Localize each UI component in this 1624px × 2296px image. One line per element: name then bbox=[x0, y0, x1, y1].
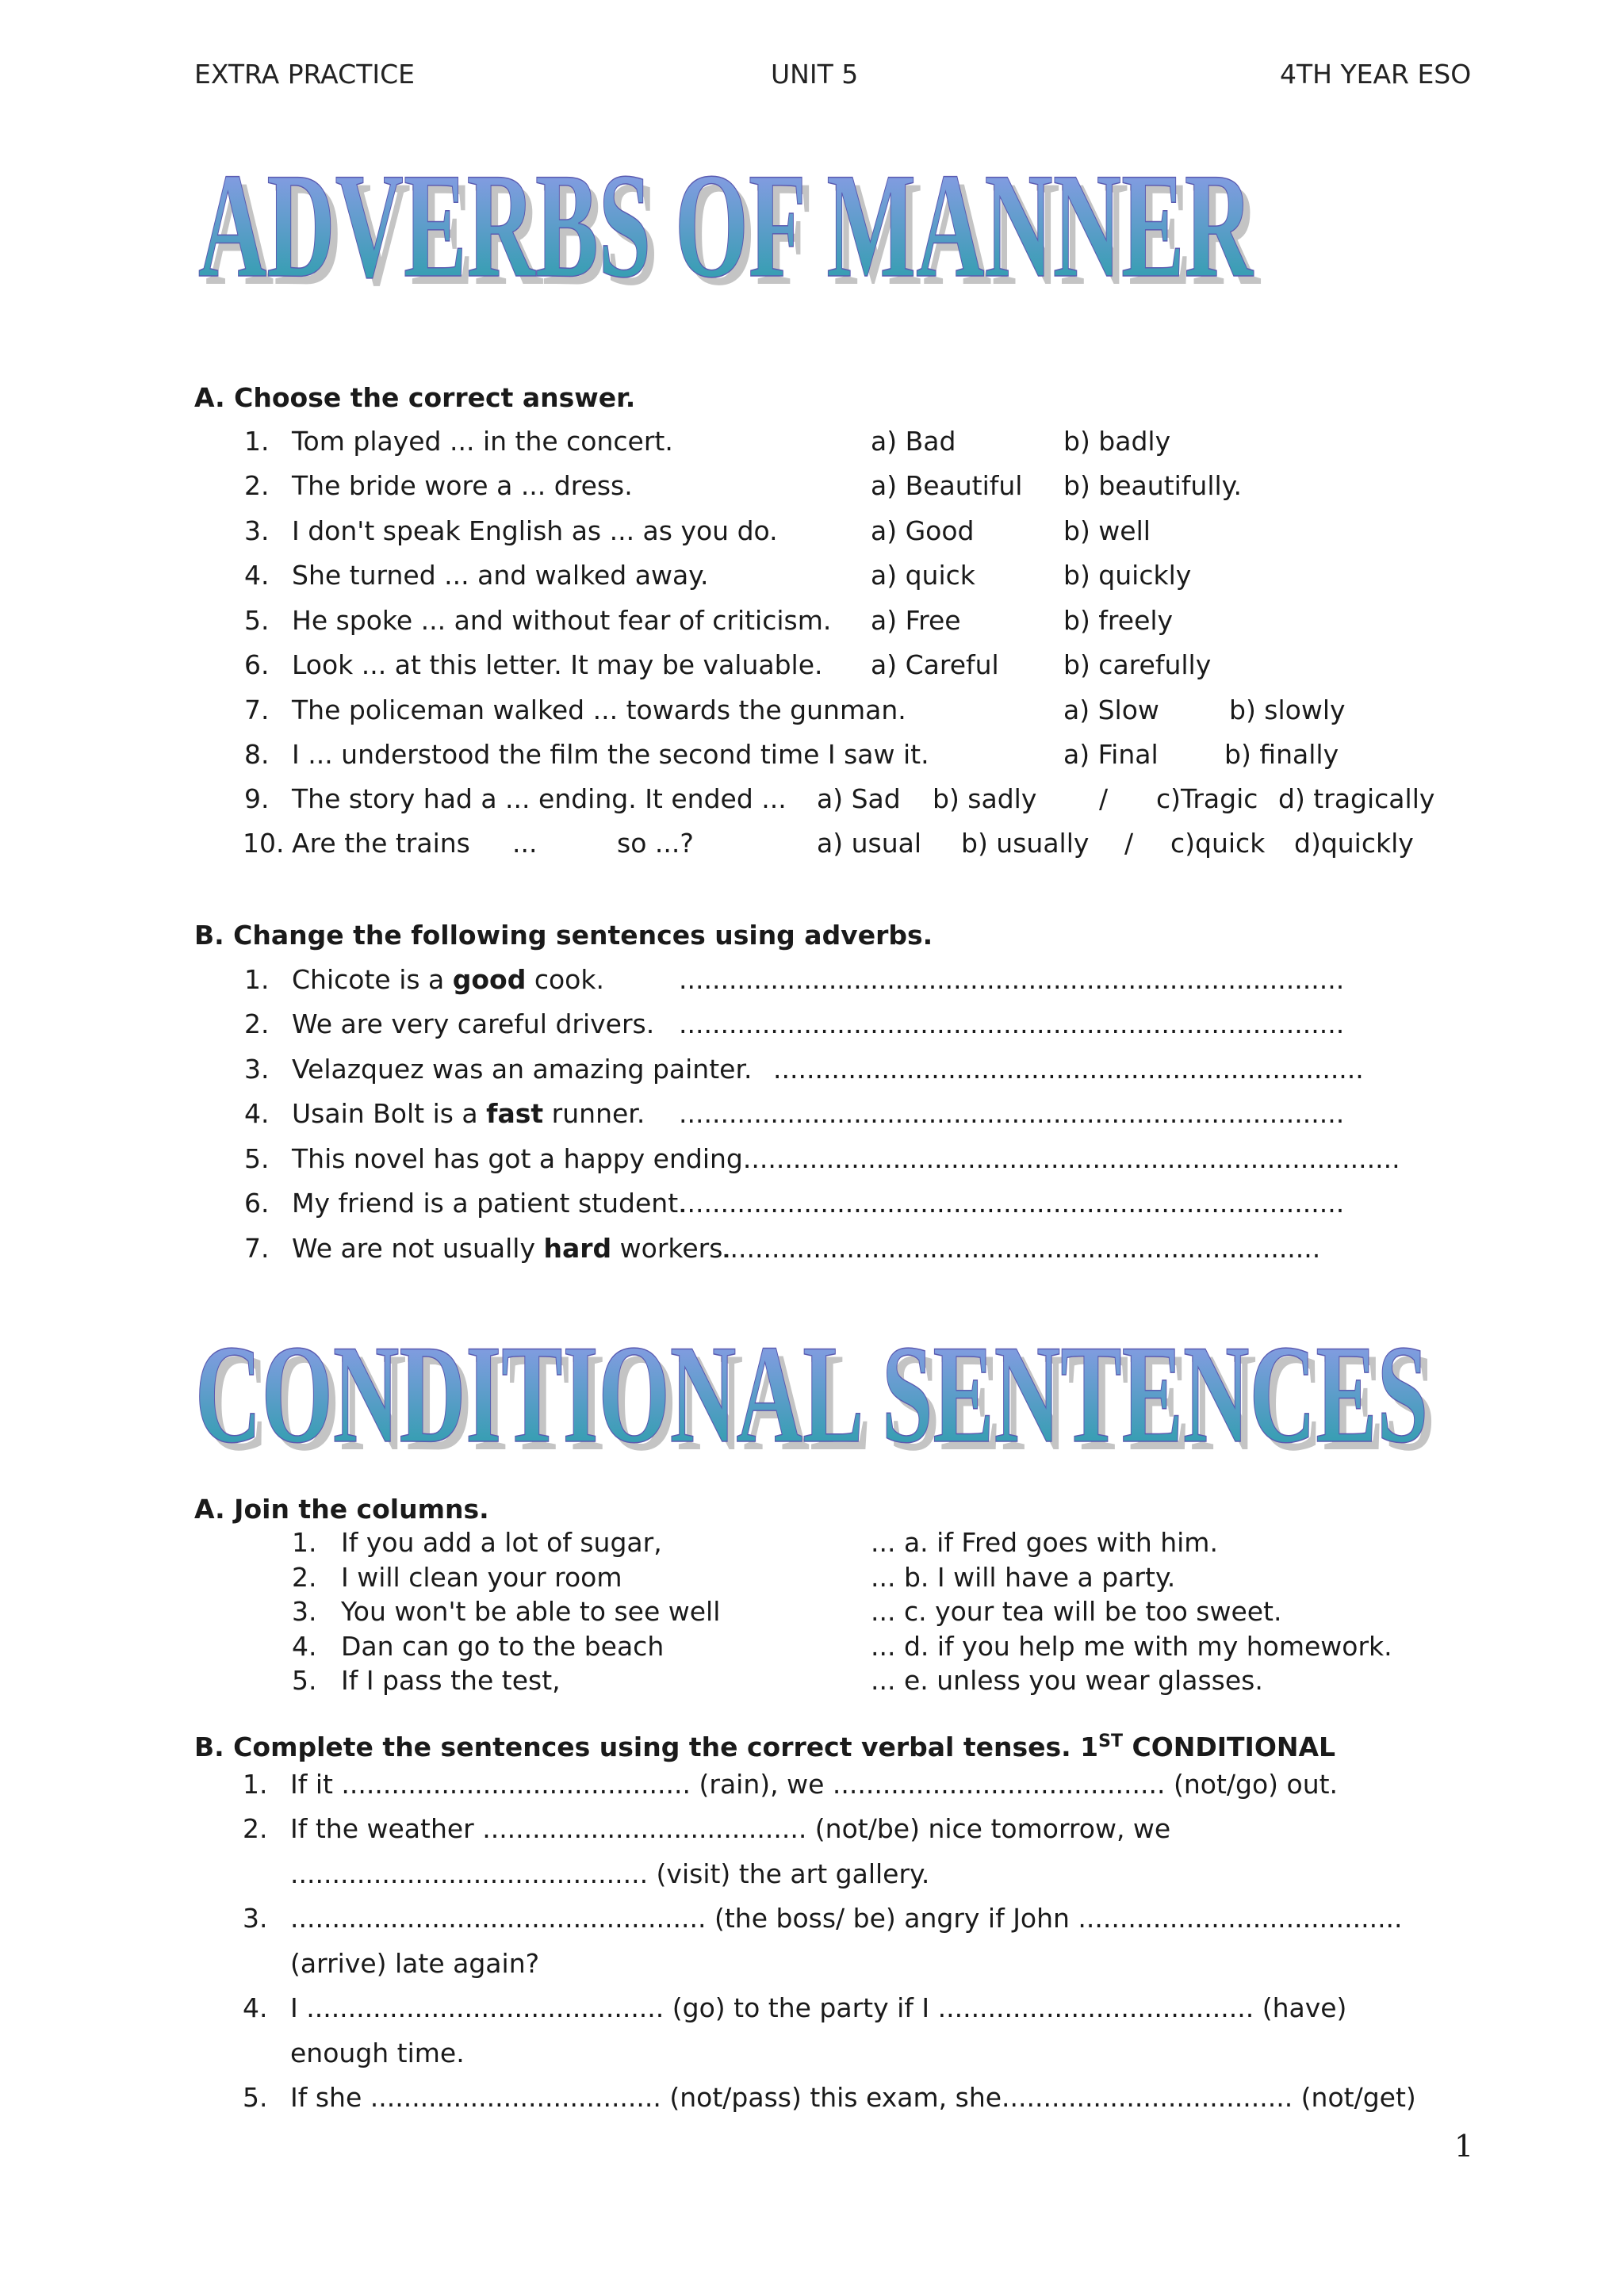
item-number: 1. bbox=[244, 426, 270, 457]
conditional-a-item bbox=[0, 1596, 1624, 1628]
adverbs-b-item bbox=[0, 1233, 1624, 1265]
item-question: The bride wore a ... dress. bbox=[292, 470, 633, 501]
sentence-text: Velazquez was an amazing painter. bbox=[292, 1054, 753, 1085]
conditional-section-a-heading: A. Join the columns. bbox=[194, 1494, 489, 1525]
sentence-text: ........................................... (visit) the art gallery. bbox=[290, 1858, 930, 1889]
sentence-text: I ........................................... (go) to the party if I ...................................... (have) bbox=[290, 1992, 1347, 2023]
conditional-b-line bbox=[0, 2038, 1624, 2069]
conditional-b-line bbox=[0, 1813, 1624, 1845]
option-a: a) usual bbox=[817, 828, 921, 859]
item-sentence bbox=[292, 1098, 645, 1130]
sentence-text: .................................................. (the boss/ be) angry if John ....................................... bbox=[290, 1903, 1403, 1934]
item-question: The story had a ... ending. It ended ... bbox=[292, 783, 787, 814]
item-number: 9. bbox=[244, 783, 270, 814]
title2-text: CONDITIONAL SENTENCES bbox=[195, 1315, 1428, 1472]
item-number: 2. bbox=[244, 470, 270, 501]
item-number: 1. bbox=[243, 1769, 268, 1800]
sentence-text: We are not usually bbox=[292, 1233, 544, 1264]
sentence-text-end: workers. bbox=[611, 1233, 731, 1264]
answer-blank: ................................................................................ bbox=[679, 1098, 1345, 1129]
answer-blank: ........................................................................ bbox=[722, 1233, 1321, 1264]
sentence-text: If the weather ....................................... (not/be) nice tomorrow, we bbox=[290, 1813, 1171, 1844]
answer-blank: ................................................................................ bbox=[679, 1008, 1345, 1039]
item-number: 3. bbox=[244, 515, 270, 546]
adverbs-b-item bbox=[0, 964, 1624, 996]
item-question: He spoke ... and without fear of criticism. bbox=[292, 605, 832, 636]
header-center: UNIT 5 bbox=[771, 59, 859, 90]
item-number: 10. bbox=[243, 828, 285, 859]
sentence-text: My friend is a patient student. bbox=[292, 1188, 687, 1219]
sentence-text: (arrive) late again? bbox=[290, 1948, 540, 1979]
conditional-b-line bbox=[0, 1948, 1624, 1980]
option-separator: / bbox=[1099, 783, 1109, 814]
item-number: 1. bbox=[292, 1527, 317, 1558]
adverbs-a-item-7 bbox=[0, 695, 1624, 726]
adverbs-a-item-8 bbox=[0, 739, 1624, 771]
item-number: 8. bbox=[244, 739, 270, 770]
option-a: a) Free bbox=[871, 605, 961, 636]
item-number: 1. bbox=[244, 964, 270, 995]
item-number: 2. bbox=[243, 1813, 268, 1844]
heading-text-end: CONDITIONAL bbox=[1123, 1732, 1336, 1762]
left-column-clause: I will clean your room bbox=[341, 1562, 622, 1593]
item-number: 7. bbox=[244, 695, 270, 725]
item-number: 3. bbox=[292, 1596, 317, 1627]
item-number: 4. bbox=[292, 1631, 317, 1662]
item-question: She turned ... and walked away. bbox=[292, 560, 709, 591]
item-number: 6. bbox=[244, 649, 270, 680]
item-number: 4. bbox=[244, 560, 270, 591]
sentence-text: This novel has got a happy ending bbox=[292, 1143, 743, 1174]
right-column-clause: ... b. I will have a party. bbox=[871, 1562, 1176, 1593]
item-sentence bbox=[292, 1008, 654, 1040]
sentence-text: enough time. bbox=[290, 2038, 465, 2068]
option-a: a) Beautiful bbox=[871, 470, 1023, 501]
option-a: a) Bad bbox=[871, 426, 956, 457]
option-b: b) carefully bbox=[1063, 649, 1212, 680]
option-a: a) Good bbox=[871, 515, 975, 546]
option-c: c)Tragic bbox=[1156, 783, 1258, 814]
item-question: Look ... at this letter. It may be valuable. bbox=[292, 649, 823, 680]
conditional-a-item bbox=[0, 1527, 1624, 1559]
conditional-a-item bbox=[0, 1665, 1624, 1697]
adverbs-b-item bbox=[0, 1008, 1624, 1040]
option-b: b) quickly bbox=[1063, 560, 1192, 591]
adverbs-a-item bbox=[0, 426, 1624, 457]
adverbs-b-item bbox=[0, 1098, 1624, 1130]
conditional-section-b-heading bbox=[194, 1732, 1335, 1762]
adverbs-a-item bbox=[0, 605, 1624, 637]
item-question: Tom played ... in the concert. bbox=[292, 426, 673, 457]
item-question-part1: Are the trains bbox=[292, 828, 470, 859]
conditional-a-item bbox=[0, 1631, 1624, 1663]
right-column-clause: ... c. your tea will be too sweet. bbox=[871, 1596, 1282, 1627]
header-left: EXTRA PRACTICE bbox=[194, 59, 416, 90]
answer-blank: ................................................................................ bbox=[679, 1188, 1345, 1219]
item-number: 4. bbox=[243, 1992, 268, 2023]
answer-blank: ....................................................................... bbox=[773, 1054, 1364, 1085]
adverbs-a-item bbox=[0, 560, 1624, 591]
heading-superscript: ST bbox=[1098, 1732, 1123, 1751]
option-d: d)quickly bbox=[1294, 828, 1414, 859]
item-number: 5. bbox=[244, 1143, 270, 1174]
item-question: The policeman walked ... towards the gunman. bbox=[292, 695, 906, 725]
adverbs-a-item bbox=[0, 649, 1624, 681]
option-b: b) sadly bbox=[933, 783, 1037, 814]
item-number: 5. bbox=[292, 1665, 317, 1696]
sentence-bold-word: good bbox=[452, 964, 527, 995]
sentence-text-end: runner. bbox=[543, 1098, 645, 1129]
adverbs-a-item bbox=[0, 515, 1624, 547]
option-b: b) beautifully. bbox=[1063, 470, 1242, 501]
option-b: b) badly bbox=[1063, 426, 1171, 457]
header-right: 4TH YEAR ESO bbox=[1280, 59, 1472, 90]
adverbs-section-b-heading: B. Change the following sentences using adverbs. bbox=[194, 920, 933, 951]
item-number: 3. bbox=[243, 1903, 268, 1934]
item-number: 5. bbox=[244, 605, 270, 636]
item-number: 3. bbox=[244, 1054, 270, 1085]
adverbs-a-item-10 bbox=[0, 828, 1624, 859]
sentence-bold-word: hard bbox=[543, 1233, 612, 1264]
right-column-clause: ... e. unless you wear glasses. bbox=[871, 1665, 1263, 1696]
left-column-clause: You won't be able to see well bbox=[341, 1596, 721, 1627]
sentence-text: If it .......................................... (rain), we ........................................ (not/go) out. bbox=[290, 1769, 1339, 1800]
item-number: 7. bbox=[244, 1233, 270, 1264]
option-a: a) Sad bbox=[817, 783, 901, 814]
right-column-clause: ... d. if you help me with my homework. bbox=[871, 1631, 1392, 1662]
option-d: d) tragically bbox=[1278, 783, 1435, 814]
sentence-text-end: cook. bbox=[526, 964, 604, 995]
item-question: I don't speak English as ... as you do. bbox=[292, 515, 778, 546]
option-b: b) well bbox=[1063, 515, 1151, 546]
sentence-bold-word: fast bbox=[486, 1098, 544, 1129]
item-sentence bbox=[292, 1233, 731, 1265]
answer-blank: ................................................................................ bbox=[679, 964, 1345, 995]
option-b: b) freely bbox=[1063, 605, 1174, 636]
conditional-b-line bbox=[0, 1858, 1624, 1890]
item-sentence bbox=[292, 1054, 752, 1085]
adverbs-a-item bbox=[0, 470, 1624, 502]
item-sentence bbox=[292, 1143, 1400, 1175]
item-sentence bbox=[292, 1188, 687, 1219]
option-c: c)quick bbox=[1170, 828, 1266, 859]
answer-blank: ............................................................................... bbox=[742, 1143, 1400, 1174]
title2-shadow: CONDITIONAL SENTENCES bbox=[202, 1323, 1435, 1480]
right-column-clause: ... a. if Fred goes with him. bbox=[871, 1527, 1218, 1558]
option-a: a) Final bbox=[1063, 739, 1159, 770]
left-column-clause: If I pass the test, bbox=[341, 1665, 561, 1696]
conditional-b-line bbox=[0, 2082, 1624, 2114]
option-a: a) quick bbox=[871, 560, 975, 591]
left-column-clause: Dan can go to the beach bbox=[341, 1631, 665, 1662]
item-number: 4. bbox=[244, 1098, 270, 1129]
page-number: 1 bbox=[1454, 2129, 1474, 2164]
option-separator: / bbox=[1124, 828, 1134, 859]
adverbs-b-item bbox=[0, 1054, 1624, 1085]
title-conditional-sentences bbox=[0, 1316, 1507, 1498]
adverbs-a-item-9 bbox=[0, 783, 1624, 815]
sentence-text: If she ................................... (not/pass) this exam, she................................... (not/get) bbox=[290, 2082, 1416, 2113]
conditional-b-line bbox=[0, 1903, 1624, 1934]
item-sentence bbox=[292, 964, 604, 996]
item-number: 2. bbox=[292, 1562, 317, 1593]
item-number: 6. bbox=[244, 1188, 270, 1219]
sentence-text: Usain Bolt is a bbox=[292, 1098, 487, 1129]
option-a: a) Slow bbox=[1063, 695, 1159, 725]
title1-shadow: ADVERBS OF MANNER bbox=[205, 151, 1262, 317]
item-question-part2: ... bbox=[512, 828, 538, 859]
option-b: b) usually bbox=[961, 828, 1090, 859]
conditional-a-item bbox=[0, 1562, 1624, 1594]
item-number: 2. bbox=[244, 1008, 270, 1039]
sentence-text: Chicote is a bbox=[292, 964, 453, 995]
conditional-b-line bbox=[0, 1992, 1624, 2024]
option-a: a) Careful bbox=[871, 649, 999, 680]
title-adverbs-of-manner bbox=[0, 143, 1348, 333]
adverbs-b-item bbox=[0, 1143, 1624, 1175]
title1-text: ADVERBS OF MANNER bbox=[198, 143, 1254, 309]
item-question-part3: so ...? bbox=[617, 828, 694, 859]
left-column-clause: If you add a lot of sugar, bbox=[341, 1527, 662, 1558]
option-b: b) finally bbox=[1224, 739, 1339, 770]
item-question: I ... understood the film the second time I saw it. bbox=[292, 739, 929, 770]
conditional-b-line bbox=[0, 1769, 1624, 1800]
sentence-text: We are very careful drivers. bbox=[292, 1008, 655, 1039]
adverbs-section-a-heading: A. Choose the correct answer. bbox=[194, 382, 636, 413]
option-b: b) slowly bbox=[1229, 695, 1346, 725]
heading-text: B. Complete the sentences using the correct verbal tenses. 1 bbox=[194, 1732, 1099, 1762]
adverbs-b-item bbox=[0, 1188, 1624, 1219]
item-number: 5. bbox=[243, 2082, 268, 2113]
